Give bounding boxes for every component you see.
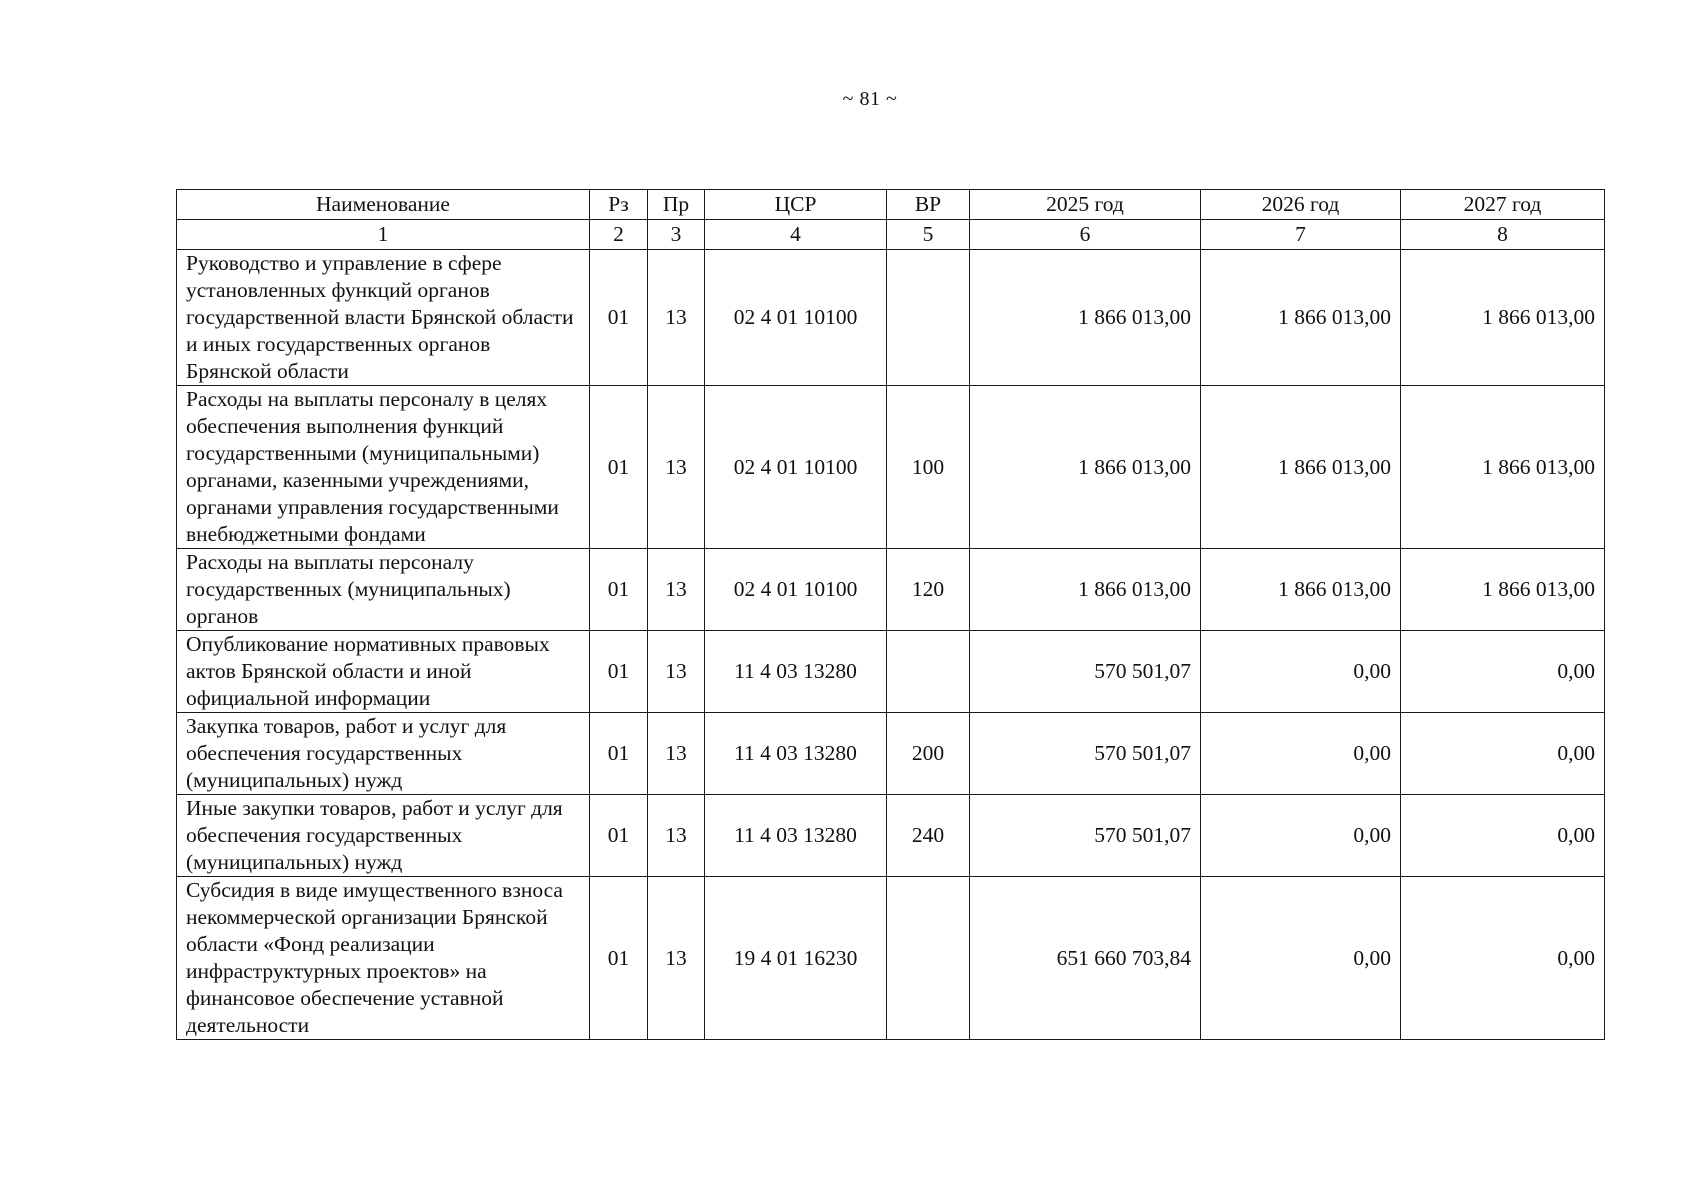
row-2025: 570 501,07 <box>970 795 1201 877</box>
table-row <box>177 250 1605 386</box>
row-csr: 02 4 01 10100 <box>705 386 887 549</box>
row-pr: 13 <box>648 713 705 795</box>
row-name: Руководство и управление в сфере установленных функций органов государственной власти Брянской области и иных государственных органов Брянской области <box>177 250 590 386</box>
row-2026: 1 866 013,00 <box>1201 386 1401 549</box>
row-2027: 1 866 013,00 <box>1401 386 1605 549</box>
row-pr: 13 <box>648 386 705 549</box>
row-name: Расходы на выплаты персоналу государственных (муниципальных) органов <box>177 549 590 631</box>
row-2026: 1 866 013,00 <box>1201 250 1401 386</box>
row-rz: 01 <box>590 877 648 1040</box>
row-2027: 0,00 <box>1401 795 1605 877</box>
budget-table <box>176 189 1605 1040</box>
row-pr: 13 <box>648 631 705 713</box>
header-csr: ЦСР <box>705 190 887 220</box>
row-vr <box>887 250 970 386</box>
row-2025: 651 660 703,84 <box>970 877 1201 1040</box>
row-vr: 120 <box>887 549 970 631</box>
row-2026: 0,00 <box>1201 877 1401 1040</box>
row-rz: 01 <box>590 631 648 713</box>
row-csr: 11 4 03 13280 <box>705 631 887 713</box>
row-vr: 200 <box>887 713 970 795</box>
row-2025: 1 866 013,00 <box>970 250 1201 386</box>
row-vr: 100 <box>887 386 970 549</box>
header-2027: 2027 год <box>1401 190 1605 220</box>
header-2025: 2025 год <box>970 190 1201 220</box>
row-2027: 1 866 013,00 <box>1401 549 1605 631</box>
column-number: 4 <box>705 220 887 250</box>
header-pr: Пр <box>648 190 705 220</box>
row-2027: 0,00 <box>1401 877 1605 1040</box>
row-csr: 11 4 03 13280 <box>705 713 887 795</box>
column-number: 5 <box>887 220 970 250</box>
table-row <box>177 877 1605 1040</box>
row-csr: 11 4 03 13280 <box>705 795 887 877</box>
column-number: 7 <box>1201 220 1401 250</box>
row-rz: 01 <box>590 386 648 549</box>
row-name: Опубликование нормативных правовых актов Брянской области и иной официальной информации <box>177 631 590 713</box>
page-number: ~ 81 ~ <box>842 88 898 110</box>
row-2026: 1 866 013,00 <box>1201 549 1401 631</box>
row-pr: 13 <box>648 549 705 631</box>
column-number-row <box>177 220 1605 250</box>
row-2025: 570 501,07 <box>970 713 1201 795</box>
row-rz: 01 <box>590 549 648 631</box>
row-name: Закупка товаров, работ и услуг для обеспечения государственных (муниципальных) нужд <box>177 713 590 795</box>
column-number: 3 <box>648 220 705 250</box>
row-vr: 240 <box>887 795 970 877</box>
header-2026: 2026 год <box>1201 190 1401 220</box>
row-vr <box>887 631 970 713</box>
header-name: Наименование <box>177 190 590 220</box>
row-name: Субсидия в виде имущественного взноса некоммерческой организации Брянской области «Фонд реализации инфраструктурных проектов» на финансовое обеспечение уставной деятельности <box>177 877 590 1040</box>
header-vr: ВР <box>887 190 970 220</box>
row-name: Расходы на выплаты персоналу в целях обеспечения выполнения функций государственными (муниципальными) органами, казенными учреждениями, органами управления государственными внебюджетными фондами <box>177 386 590 549</box>
row-rz: 01 <box>590 795 648 877</box>
row-2027: 1 866 013,00 <box>1401 250 1605 386</box>
row-csr: 02 4 01 10100 <box>705 250 887 386</box>
column-number: 6 <box>970 220 1201 250</box>
row-2027: 0,00 <box>1401 631 1605 713</box>
table-row <box>177 386 1605 549</box>
row-2027: 0,00 <box>1401 713 1605 795</box>
row-csr: 02 4 01 10100 <box>705 549 887 631</box>
column-number: 8 <box>1401 220 1605 250</box>
row-2026: 0,00 <box>1201 631 1401 713</box>
table-row <box>177 631 1605 713</box>
column-number: 2 <box>590 220 648 250</box>
row-pr: 13 <box>648 250 705 386</box>
header-rz: Рз <box>590 190 648 220</box>
row-2026: 0,00 <box>1201 713 1401 795</box>
table-row <box>177 795 1605 877</box>
column-number: 1 <box>177 220 590 250</box>
row-csr: 19 4 01 16230 <box>705 877 887 1040</box>
row-2025: 1 866 013,00 <box>970 549 1201 631</box>
row-rz: 01 <box>590 713 648 795</box>
table-row <box>177 713 1605 795</box>
row-rz: 01 <box>590 250 648 386</box>
row-name: Иные закупки товаров, работ и услуг для обеспечения государственных (муниципальных) нужд <box>177 795 590 877</box>
table-row <box>177 549 1605 631</box>
row-2025: 1 866 013,00 <box>970 386 1201 549</box>
row-pr: 13 <box>648 877 705 1040</box>
row-2025: 570 501,07 <box>970 631 1201 713</box>
row-2026: 0,00 <box>1201 795 1401 877</box>
row-vr <box>887 877 970 1040</box>
header-row <box>177 190 1605 220</box>
row-pr: 13 <box>648 795 705 877</box>
